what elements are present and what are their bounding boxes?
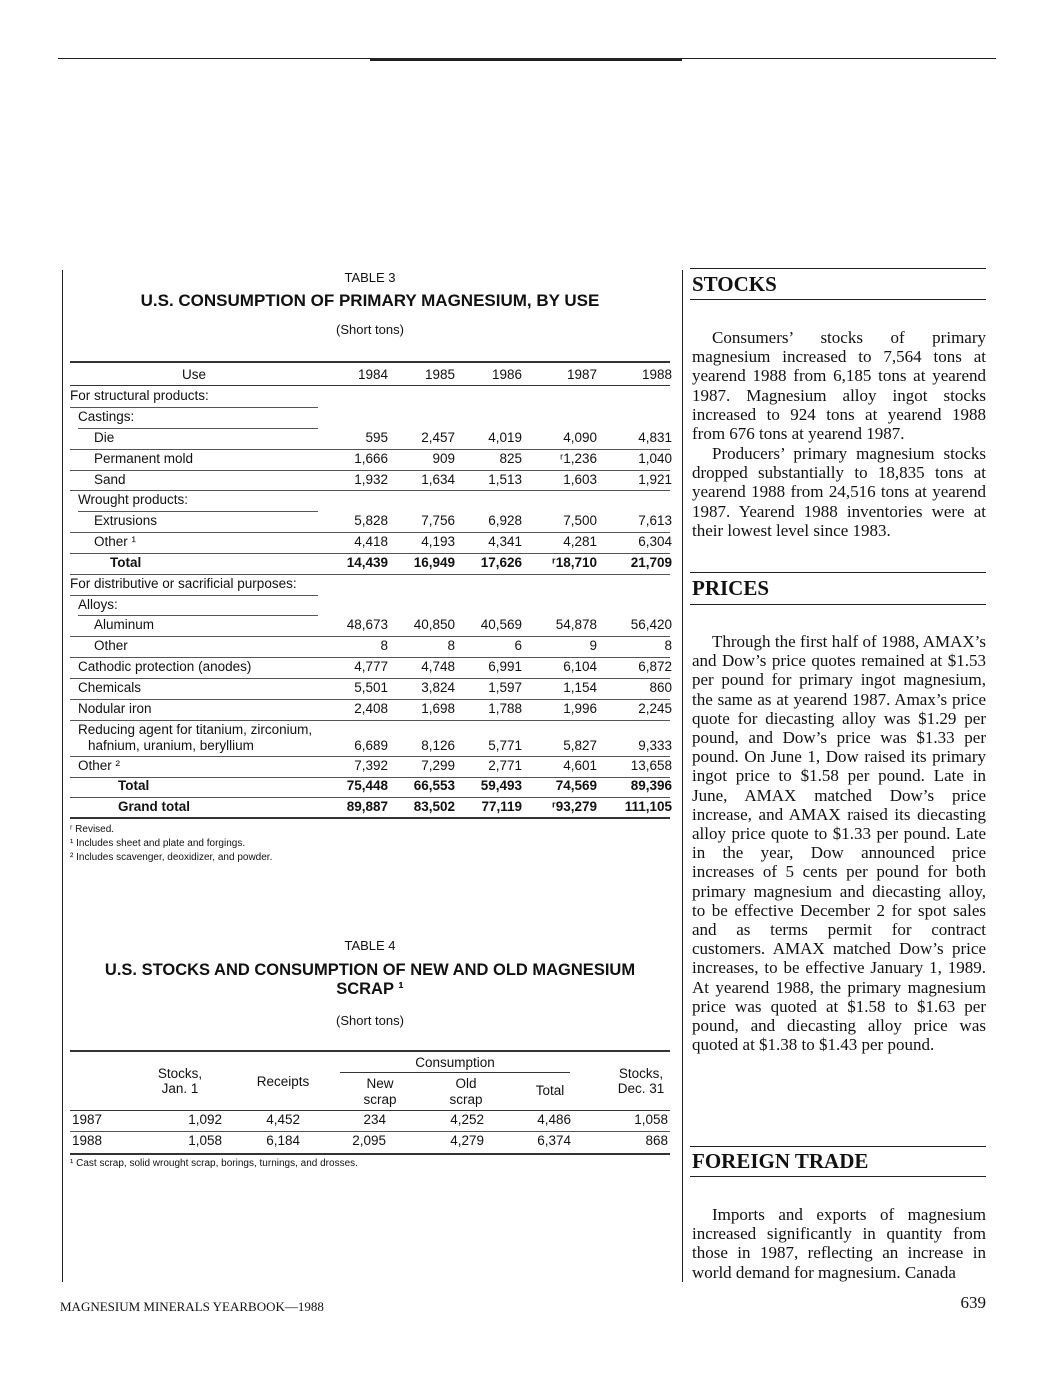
foreign-trade-rule-top [690,1146,986,1147]
t3-row-rule [70,470,670,471]
t3-row-label: Other ² [78,758,121,773]
t4-head-new: New scrap [363,1076,397,1107]
t3-cell-1988: 8 [664,638,672,653]
stocks-rule-top [690,268,986,269]
t3-cell-1986: 4,341 [488,534,522,549]
t4-head-receipts: Receipts [256,1074,310,1089]
t3-row-rule [78,511,318,512]
table4-units: (Short tons) [336,1013,404,1028]
t3-cell-1984: 14,439 [346,555,388,570]
table4-note: ¹ Cast scrap, solid wrought scrap, borings, turnings, and drosses. [70,1158,358,1169]
t3-cell-1984: 4,777 [354,659,388,674]
t3-row-rule [70,756,670,757]
t4-cell: 1,058 [188,1133,222,1148]
t3-row-rule [70,595,318,596]
t3-row-rule [70,532,670,533]
stocks-paragraph-1: Consumers’ stocks of primary magnesium increased to 7,564 tons at yearend 1988 from 6,185 tons at yearend 1987. Magnesium alloy ingot stocks increased to 924 tons at yearend 1988 from 676 tons at yearend 1987. [692,328,986,444]
t4-cell: 868 [645,1133,668,1148]
t3-cell-1986: 4,019 [488,430,522,445]
t3-row-label: Die [94,430,115,445]
t4-cell: 4,252 [450,1112,484,1127]
t3-row-label: For structural products: [70,388,209,403]
t3-row-label: Nodular iron [78,701,152,716]
t3-cell-1986: 40,569 [480,617,522,632]
t3-cell-1988: 9,333 [638,738,672,753]
prices-title: PRICES [692,576,770,600]
t4-cell: 1,092 [188,1112,222,1127]
t4-head-stocks-jan: Stocks, Jan. 1 [157,1066,203,1096]
t3-cell-1988: 13,658 [630,758,672,773]
t3-row-label: Reducing agent for titanium, zirconium, hafnium, uranium, beryllium [78,722,313,753]
t3-row-label: Castings: [78,409,135,424]
t3-cell-1988: 111,105 [624,799,672,814]
t3-row-label: Sand [94,472,126,487]
t3-cell-1984: 8 [380,638,388,653]
t4-head-stocks-dec: Stocks, Dec. 31 [617,1066,665,1096]
t3-col-header-1988: 1988 [641,367,672,382]
table3-note-1: ¹ Includes sheet and plate and forgings. [70,838,246,849]
t3-cell-1986: 17,626 [480,555,522,570]
t4-row-year: 1987 [72,1112,103,1127]
t3-cell-1986: 1,788 [488,701,522,716]
t3-row-rule [70,797,670,798]
foreign-trade-rule-bottom [690,1176,986,1177]
table3-label: TABLE 3 [344,270,396,285]
t3-cell-1987: 4,090 [563,430,597,445]
table3-head-rule [70,385,670,386]
t3-cell-1985: 16,949 [413,555,455,570]
t3-row-rule [70,678,670,679]
t3-row-rule [70,636,670,637]
t3-row-label: Alloys: [78,597,118,612]
t3-row-label: Permanent mold [94,451,194,466]
t3-col-header-1986: 1986 [491,367,522,382]
t3-cell-1984: 48,673 [346,617,388,632]
t3-row-rule [70,574,670,575]
right-column-rule [682,270,683,1282]
t3-cell-1988: 89,396 [630,778,672,793]
t3-cell-1985: 4,193 [421,534,455,549]
t3-row-rule [78,615,318,616]
t3-cell-1987: 4,281 [563,534,597,549]
t3-cell-1987: 1,996 [563,701,597,716]
table3-title: U.S. CONSUMPTION OF PRIMARY MAGNESIUM, BY USE [140,291,600,310]
t4-cell: 4,452 [266,1112,300,1127]
t3-cell-1987: 5,827 [563,738,597,753]
t3-cell-1987: 6,104 [563,659,597,674]
t3-col-header-1985: 1985 [424,367,455,382]
t3-cell-1984: 1,666 [354,451,388,466]
t3-row-label: Chemicals [78,680,142,695]
table4-label: TABLE 4 [344,938,396,953]
t3-col-header-use: Use [181,367,206,382]
t3-cell-1988: 6,872 [638,659,672,674]
table4-top-rule [70,1050,670,1052]
t3-row-label: Aluminum [94,617,155,632]
t4-head-consumption: Consumption [415,1055,495,1070]
t4-cell: 4,279 [450,1133,484,1148]
t3-cell-1985: 2,457 [421,430,455,445]
t3-cell-1987: 7,500 [563,513,597,528]
t3-cell-1987: ʳ18,710 [552,555,597,570]
t3-cell-1984: 2,408 [354,701,388,716]
foreign-trade-title: FOREIGN TRADE [692,1149,869,1173]
t3-cell-1987: 74,569 [555,778,597,793]
t3-cell-1985: 40,850 [413,617,455,632]
t3-cell-1987: ʳ1,236 [559,451,597,466]
t3-row-rule [70,490,670,491]
footer-title: MAGNESIUM MINERALS YEARBOOK—1988 [60,1299,324,1314]
table3-top-rule [70,361,670,363]
t3-cell-1987: 4,601 [563,758,597,773]
t3-cell-1985: 83,502 [413,799,455,814]
t3-cell-1988: 2,245 [638,701,672,716]
t3-cell-1987: 1,154 [563,680,597,695]
t3-row-label: Grand total [118,799,191,814]
t4-head-total: Total [535,1083,565,1098]
t4-cell: 4,486 [537,1112,571,1127]
prices-rule-top [690,572,986,573]
top-rule-thick [370,58,682,61]
t4-row-rule [70,1131,670,1132]
t3-cell-1986: 59,493 [480,778,522,793]
t3-cell-1988: 21,709 [630,555,672,570]
t4-cell: 2,095 [352,1133,386,1148]
t4-head-old: Old scrap [449,1076,483,1107]
t4-cell: 1,058 [634,1112,668,1127]
t3-row-rule [70,449,670,450]
t3-cell-1984: 75,448 [346,778,388,793]
t3-row-label: Other ¹ [94,534,137,549]
table4-head-rule [70,1110,670,1111]
t3-cell-1988: 1,040 [638,451,672,466]
t3-cell-1984: 89,887 [346,799,388,814]
t3-cell-1986: 825 [499,451,522,466]
t4-row-year: 1988 [72,1133,103,1148]
t3-col-header-1987: 1987 [566,367,597,382]
t3-cell-1985: 1,634 [421,472,455,487]
t3-cell-1984: 595 [365,430,388,445]
t3-cell-1986: 6,991 [488,659,522,674]
t3-cell-1986: 5,771 [488,738,522,753]
t3-cell-1987: 54,878 [555,617,597,632]
t3-cell-1984: 7,392 [354,758,388,773]
t3-row-label: Other [94,638,128,653]
page-number: 639 [960,1293,986,1312]
table4-bottom-rule [70,1153,670,1155]
t3-cell-1986: 2,771 [488,758,522,773]
table3-bottom-rule [70,817,670,819]
t3-row-label: For distributive or sacrificial purposes: [70,576,297,591]
t4-cell: 234 [363,1112,386,1127]
t3-cell-1984: 5,501 [354,680,388,695]
t3-cell-1984: 6,689 [354,738,388,753]
t3-cell-1985: 3,824 [421,680,455,695]
t3-cell-1987: ʳ93,279 [552,799,597,814]
stocks-title: STOCKS [692,272,777,296]
t3-row-rule [70,720,670,721]
stocks-rule-bottom [690,299,986,300]
t3-row-rule [70,657,670,658]
t4-cell: 6,184 [266,1133,300,1148]
t3-row-rule [70,407,318,408]
t3-row-label: Wrought products: [78,492,189,507]
t3-cell-1986: 6,928 [488,513,522,528]
t3-cell-1984: 4,418 [354,534,388,549]
t4-cell: 6,374 [537,1133,571,1148]
t3-cell-1988: 4,831 [638,430,672,445]
t4-consumption-rule [340,1072,570,1073]
t3-row-rule [70,553,670,554]
t3-cell-1986: 1,597 [488,680,522,695]
table3-note-revised: ʳ Revised. [70,824,115,835]
t3-row-label: Total [110,555,142,570]
t3-row-label: Total [118,778,150,793]
prices-paragraph: Through the first half of 1988, AMAX’s and Dow’s price quotes remained at $1.53 per pound for primary ingot magnesium, the same as at yearend 1987. Amax’s price quote for diecasting alloy was $1.29 per pound, and Dow’s price was $1.33 per pound. On June 1, Dow raised its primary ingot price to $1.58 per pound. Late in June, AMAX matched Dow’s price increase, and AMAX raised its diecasting alloy price quote to $1.33 per pound. Late in the year, Dow announced price increases of 5 cents per pound for both primary magnesium and diecasting alloy, to be effective December 2 for spot sales and as terms permit for contract customers. AMAX matched Dow’s price increases, to be effective January 1, 1989. At yearend 1988, the primary magnesium price was quoted at $1.58 to $1.63 per pound, and diecasting alloy price was quoted at $1.38 to $1.43 per pound. [692,632,986,1055]
t3-cell-1985: 7,299 [421,758,455,773]
table3-units: (Short tons) [336,322,404,337]
table4-title-line2: SCRAP ¹ [336,980,404,998]
t3-row-label: Extrusions [94,513,158,528]
t3-cell-1988: 7,613 [638,513,672,528]
t3-cell-1985: 909 [432,451,455,466]
t3-cell-1985: 8 [447,638,455,653]
t3-cell-1985: 7,756 [421,513,455,528]
t3-cell-1984: 5,828 [354,513,388,528]
t3-cell-1987: 1,603 [563,472,597,487]
foreign-trade-paragraph: Imports and exports of magnesium increased significantly in quantity from those in 1987, reflecting an increase in world demand for magnesium. Canada [692,1205,986,1282]
t3-cell-1985: 66,553 [413,778,455,793]
left-column-rule [62,270,63,1282]
t3-cell-1985: 8,126 [421,738,455,753]
t3-col-header-1984: 1984 [357,367,388,382]
table3-note-2: ² Includes scavenger, deoxidizer, and powder. [70,852,273,863]
prices-rule-bottom [690,604,986,605]
t3-cell-1985: 1,698 [421,701,455,716]
stocks-paragraph-2: Producers’ primary magnesium stocks dropped substantially to 18,835 tons at yearend 1988 from 24,516 tons at yearend 1987. Yearend 1988 inventories were at their lowest level since 1983. [692,444,986,540]
t3-cell-1986: 77,119 [481,799,522,814]
t3-row-rule [78,428,318,429]
table4-title-line1: U.S. STOCKS AND CONSUMPTION OF NEW AND OLD MAGNESIUM [104,961,636,979]
t3-cell-1985: 4,748 [421,659,455,674]
t3-row-label: Cathodic protection (anodes) [78,659,252,674]
t3-cell-1986: 6 [514,638,522,653]
t3-cell-1987: 9 [589,638,597,653]
t3-cell-1988: 860 [649,680,672,695]
t3-row-rule [70,699,670,700]
t3-cell-1988: 56,420 [630,617,672,632]
t3-cell-1988: 1,921 [638,472,672,487]
t3-cell-1984: 1,932 [354,472,388,487]
t3-cell-1988: 6,304 [638,534,672,549]
t3-cell-1986: 1,513 [488,472,522,487]
